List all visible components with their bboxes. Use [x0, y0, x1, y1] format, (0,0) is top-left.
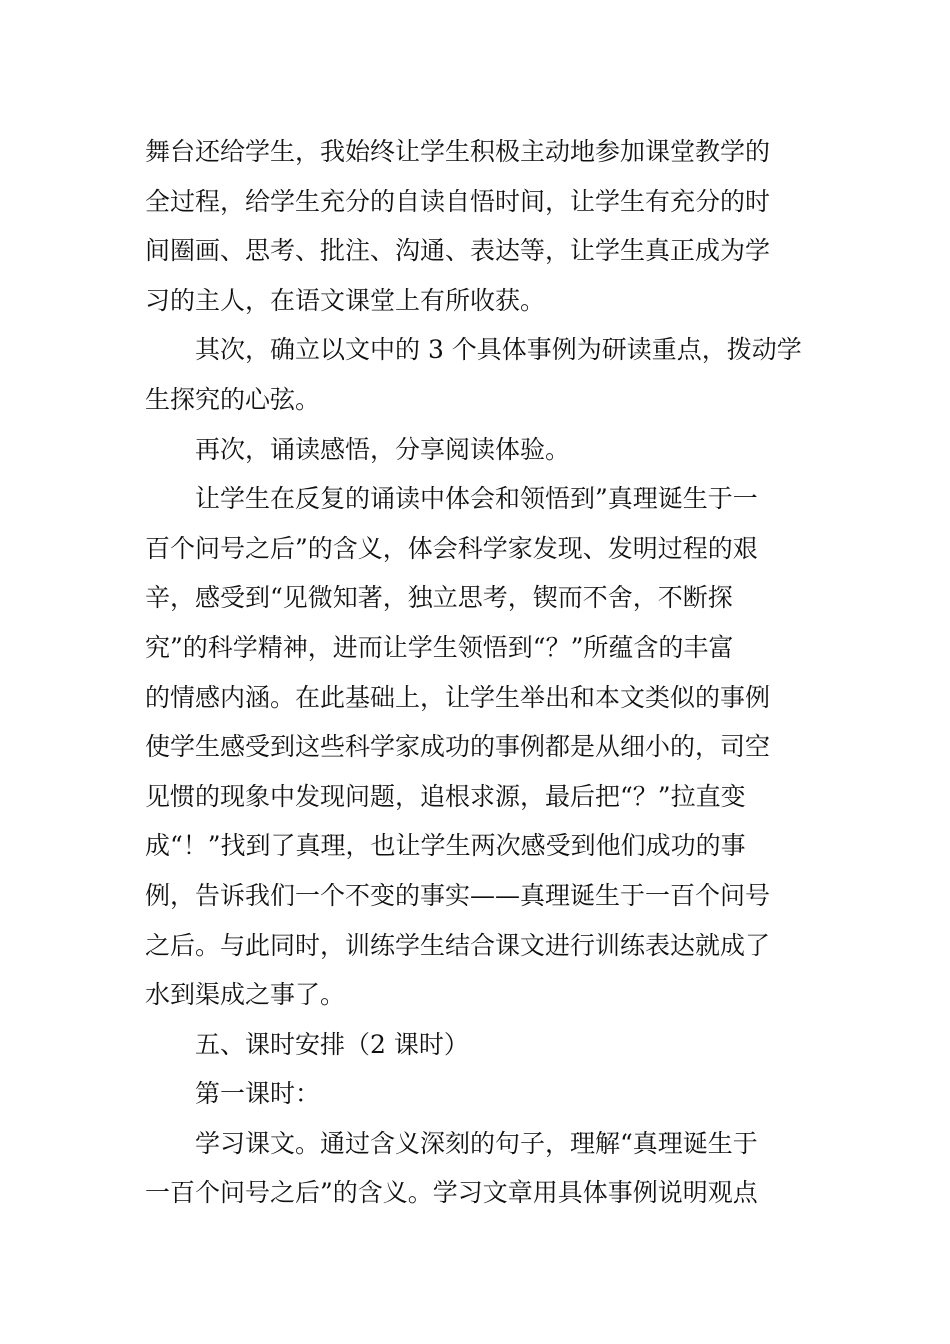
text-line: 的情感内涵。在此基础上，让学生举出和本文类似的事例 — [145, 682, 771, 712]
text-line: 之后。与此同时，训练学生结合课文进行训练表达就成了 — [145, 930, 771, 960]
text-line: 水到渠成之事了。 — [145, 980, 346, 1010]
paragraph — [145, 325, 807, 424]
section-heading: 五、课时安排（2 课时） — [195, 1029, 469, 1059]
paragraph — [145, 1119, 807, 1218]
document-body — [145, 127, 807, 1218]
text-line: 其次，确立以文中的 3 个具体事例为研读重点，拨动学 — [195, 335, 802, 365]
text-line: 使学生感受到这些科学家成功的事例都是从细小的，司空 — [145, 732, 771, 762]
text-line: 究”的科学精神，进而让学生领悟到“？”所蕴含的丰富 — [145, 632, 734, 662]
text-line: 百个问号之后”的含义，体会科学家发现、发明过程的艰 — [145, 533, 758, 563]
text-line: 成“！”找到了真理，也让学生两次感受到他们成功的事 — [145, 831, 746, 861]
paragraph — [145, 1069, 807, 1119]
paragraph — [145, 127, 807, 325]
text-line: 习的主人，在语文课堂上有所收获。 — [145, 285, 546, 315]
subsection-heading: 第一课时： — [195, 1079, 321, 1109]
text-line: 见惯的现象中发现问题，追根求源，最后把“？”拉直变 — [145, 781, 746, 811]
text-line: 学习课文。通过含义深刻的句子，理解“真理诞生于 — [195, 1128, 758, 1158]
text-line: 间圈画、思考、批注、沟通、表达等，让学生真正成为学 — [145, 236, 771, 266]
paragraph — [145, 1020, 807, 1070]
paragraph — [145, 425, 807, 475]
paragraph — [145, 474, 807, 1020]
text-line: 生探究的心弦。 — [145, 384, 321, 414]
text-line: 辛，感受到“见微知著，独立思考，锲而不舍，不断探 — [145, 583, 733, 613]
text-line: 例，告诉我们一个不变的事实——真理诞生于一百个问号 — [145, 880, 771, 910]
text-line: 舞台还给学生，我始终让学生积极主动地参加课堂教学的 — [145, 137, 771, 166]
text-line: 一百个问号之后”的含义。学习文章用具体事例说明观点 — [145, 1178, 758, 1208]
text-line: 全过程，给学生充分的自读自悟时间，让学生有充分的时 — [145, 186, 771, 216]
text-line: 再次，诵读感悟，分享阅读体验。 — [195, 434, 571, 464]
text-line: 让学生在反复的诵读中体会和领悟到”真理诞生于一 — [195, 484, 758, 514]
